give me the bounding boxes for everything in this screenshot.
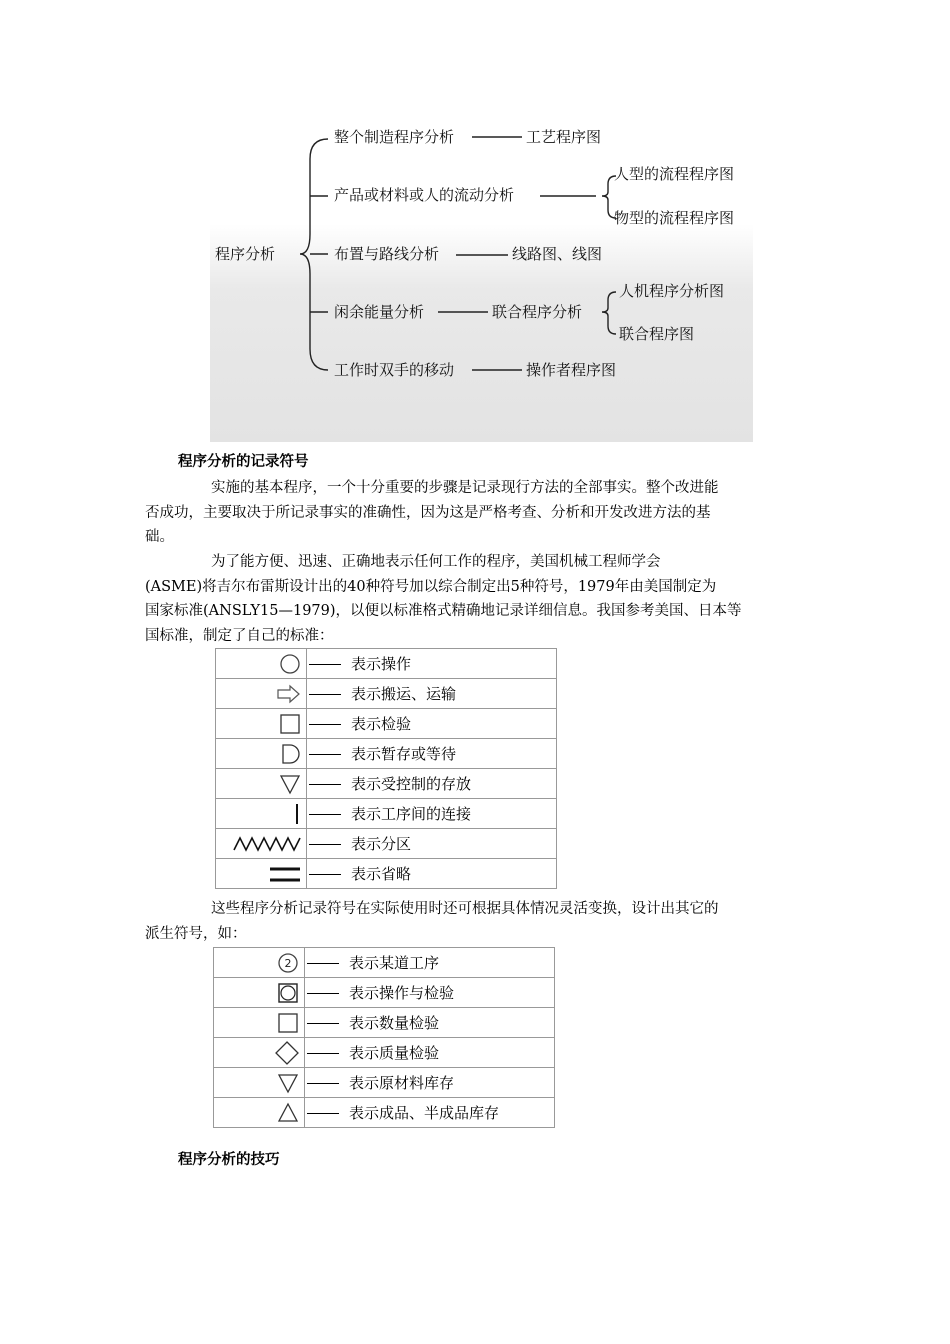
table-row bbox=[214, 1008, 555, 1038]
vertical-bar-icon bbox=[216, 799, 307, 829]
symbol-label: 表示检验 bbox=[351, 715, 412, 733]
branch-4-middle: 联合程序分析 bbox=[492, 303, 583, 321]
paragraph-3 bbox=[145, 897, 810, 946]
table-row bbox=[216, 649, 557, 679]
symbol-label: 表示省略 bbox=[351, 865, 412, 883]
symbol-label: 表示操作与检验 bbox=[349, 984, 455, 1002]
branch-5-result: 操作者程序图 bbox=[526, 361, 617, 379]
table-row bbox=[216, 679, 557, 709]
dash-connector bbox=[307, 993, 339, 994]
symbol-label: 表示受控制的存放 bbox=[351, 775, 472, 793]
wave-icon bbox=[216, 829, 307, 859]
standard-symbols-table bbox=[215, 648, 557, 889]
svg-text:2: 2 bbox=[284, 956, 292, 970]
dash-connector bbox=[309, 874, 341, 875]
symbol-label: 表示分区 bbox=[351, 835, 412, 853]
symbol-label: 表示工序间的连接 bbox=[351, 805, 472, 823]
table-row bbox=[216, 859, 557, 889]
dash-connector bbox=[307, 1023, 339, 1024]
table-row bbox=[214, 1068, 555, 1098]
branch-3-result: 线路图、线图 bbox=[512, 245, 603, 263]
numbered-circle-icon bbox=[214, 948, 305, 978]
branch-2-result-1: 人型的流程程序图 bbox=[614, 165, 735, 183]
paragraph-2 bbox=[145, 550, 810, 648]
dash-connector bbox=[309, 844, 341, 845]
table-row bbox=[214, 1038, 555, 1068]
table-row bbox=[214, 978, 555, 1008]
table-row bbox=[216, 709, 557, 739]
branch-4-result-1: 人机程序分析图 bbox=[619, 282, 725, 300]
circle-icon bbox=[216, 649, 307, 679]
dash-connector bbox=[309, 724, 341, 725]
symbol-label: 表示操作 bbox=[351, 655, 412, 673]
paragraph-2-line: 国标准，制定了自己的标准： bbox=[145, 627, 334, 644]
dash-connector bbox=[307, 963, 339, 964]
double-bar-icon bbox=[216, 859, 307, 889]
circle-in-square-icon bbox=[214, 978, 305, 1008]
dash-connector bbox=[307, 1113, 339, 1114]
square-icon bbox=[216, 709, 307, 739]
paragraph-3-line: 派生符号，如： bbox=[145, 925, 247, 942]
table-row bbox=[216, 799, 557, 829]
dash-connector bbox=[307, 1053, 339, 1054]
arrow-icon bbox=[216, 679, 307, 709]
diagram-brackets bbox=[210, 114, 753, 442]
dash-connector bbox=[309, 814, 341, 815]
branch-3-label: 布置与路线分析 bbox=[334, 245, 440, 263]
branch-2-result-2: 物型的流程程序图 bbox=[614, 209, 735, 227]
branch-1-result: 工艺程序图 bbox=[526, 128, 602, 146]
paragraph-3-line: 这些程序分析记录符号在实际使用时还可根据具体情况灵活变换，设计出其它的 bbox=[211, 901, 719, 917]
triangle-down-icon bbox=[216, 769, 307, 799]
branch-2-label: 产品或材料或人的流动分析 bbox=[334, 186, 515, 204]
symbol-label: 表示质量检验 bbox=[349, 1044, 440, 1062]
square-icon bbox=[214, 1008, 305, 1038]
paragraph-2-line: 为了能方便、迅速、正确地表示任何工作的程序，美国机械工程师学会 bbox=[211, 554, 661, 570]
branch-1-label: 整个制造程序分析 bbox=[334, 128, 455, 146]
dash-connector bbox=[307, 1083, 339, 1084]
diamond-icon bbox=[214, 1038, 305, 1068]
paragraph-1 bbox=[145, 476, 810, 550]
table-row bbox=[214, 1098, 555, 1128]
dash-connector bbox=[309, 694, 341, 695]
symbol-label: 表示数量检验 bbox=[349, 1014, 440, 1032]
branch-4-label: 闲余能量分析 bbox=[334, 303, 425, 321]
paragraph-2-line: (ASME)将吉尔布雷斯设计出的40种符号加以综合制定出5种符号，1979年由美国制定为 bbox=[145, 578, 717, 595]
branch-4-result-2: 联合程序图 bbox=[619, 325, 695, 343]
dash-connector bbox=[309, 784, 341, 785]
derived-symbols-table bbox=[213, 947, 555, 1128]
symbol-label: 表示某道工序 bbox=[349, 954, 440, 972]
program-analysis-diagram bbox=[210, 114, 753, 442]
paragraph-2-line: 国家标准(ANSLY15—1979)，以便以标准格式精确地记录详细信息。我国参考美国、日本等 bbox=[145, 603, 742, 619]
section-heading-symbols: 程序分析的记录符号 bbox=[178, 453, 309, 470]
triangle-up-icon bbox=[214, 1098, 305, 1128]
d-shape-icon bbox=[216, 739, 307, 769]
paragraph-1-line: 础。 bbox=[145, 529, 174, 545]
table-row bbox=[216, 769, 557, 799]
dash-connector bbox=[309, 664, 341, 665]
diagram-root: 程序分析 bbox=[215, 245, 276, 263]
triangle-down-icon bbox=[214, 1068, 305, 1098]
table-row bbox=[214, 948, 555, 978]
dash-connector bbox=[309, 754, 341, 755]
paragraph-1-line: 实施的基本程序，一个十分重要的步骤是记录现行方法的全部事实。整个改进能 bbox=[211, 480, 719, 496]
symbol-label: 表示原材料库存 bbox=[349, 1074, 455, 1092]
section-heading-techniques: 程序分析的技巧 bbox=[178, 1151, 280, 1168]
table-row bbox=[216, 739, 557, 769]
branch-5-label: 工作时双手的移动 bbox=[334, 361, 455, 379]
symbol-label: 表示搬运、运输 bbox=[351, 685, 457, 703]
paragraph-1-line: 否成功，主要取决于所记录事实的准确性，因为这是严格考查、分析和开发改进方法的基 bbox=[145, 504, 711, 521]
table-row bbox=[216, 829, 557, 859]
symbol-label: 表示成品、半成品库存 bbox=[349, 1104, 500, 1122]
symbol-label: 表示暂存或等待 bbox=[351, 745, 457, 763]
